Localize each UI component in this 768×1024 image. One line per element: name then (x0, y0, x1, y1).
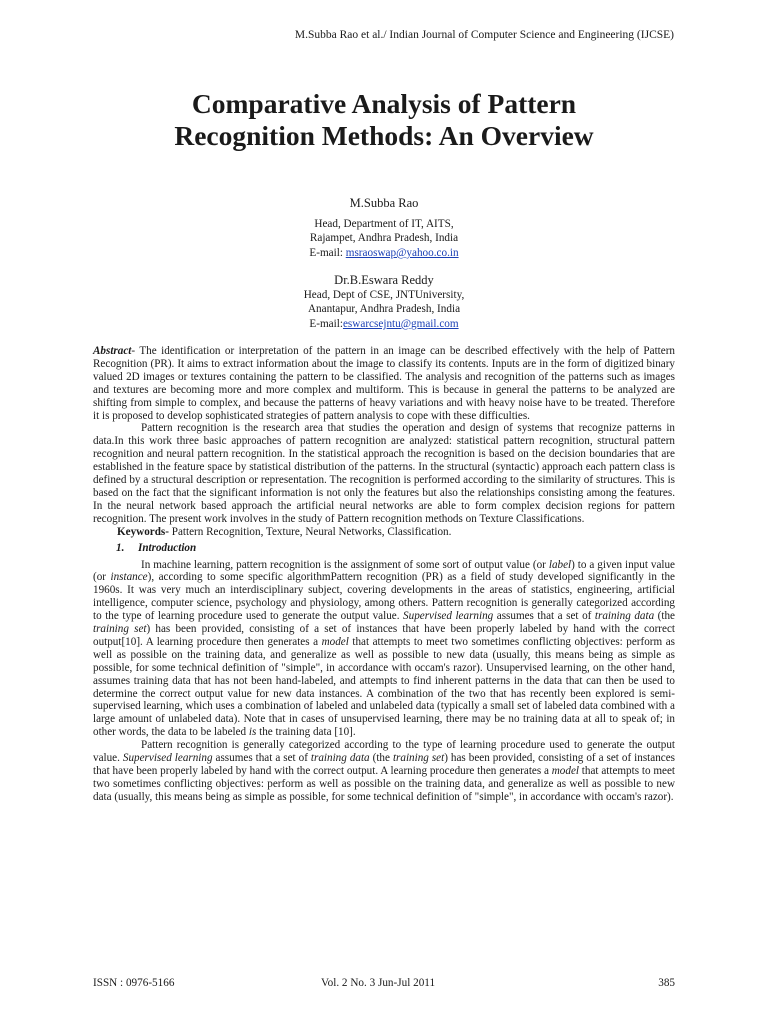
author-email-link[interactable]: eswarcsejntu@gmail.com (342, 317, 459, 330)
section-number: 1. (116, 541, 125, 554)
section-heading (93, 542, 675, 555)
email-label: E-mail: (309, 317, 343, 330)
abstract-label: Abstract (93, 345, 132, 357)
running-header: M.Subba Rao et al./ Indian Journal of Computer Science and Engineering (IJCSE) (294, 29, 674, 41)
author-block-2 (0, 272, 768, 331)
paper-title (0, 88, 768, 152)
intro-paragraph-2: Pattern recognition is generally categorized according to the type of learning procedure used to generate the output value. Supervised learning assumes that a set of training data (the training set) has been provided, consisting of a set of instances that have been properly labeled by hand with the correct output. A learning procedure then generates a model that attempts to meet two sometimes conflicting objectives: perform as well as possible on the training data, and generalize as well as possible to new data (usually, this means being as simple as possible, for some technical definition of "simple", in accordance with occam's razor). (93, 739, 676, 803)
section-title: Introduction (138, 541, 197, 554)
email-label: E-mail: (309, 246, 346, 259)
abstract-paragraph: Abstract- The identification or interpretation of the pattern in an image can be described effectively with the help of Pattern Recognition (PR). It aims to extract information about the image to classify its contents. Inputs are in the form of digitized binary valued 2D images or textures containing the pattern to be classified. The analysis and recognition of the patterns such as images and textures are becoming more and more complex and multiform. This is because in general the patterns to be analyzed are shifting from simple to complex, and because the patterns of heavy variations and with heavy noise have to be treated. Therefore it is proposed to develop sophisticated strategies of pattern analysis to cope with these difficulties. (93, 345, 675, 422)
title-line-1: Comparative Analysis of Pattern (191, 88, 577, 119)
title-line-2: Recognition Methods: An Overview (174, 120, 594, 151)
keywords-label: Keywords- (117, 525, 169, 538)
intro-paragraph-1: In machine learning, pattern recognition is the assignment of some sort of output value (or label) to a given input value (or instance), according to some specific algorithmPattern recognition (PR) as a field of study developed significantly in the 1960s. It was very much an interdisciplinary subject, covering developments in the areas of statistics, engineering, artificial intelligence, computer science, psychology and physiology, among others. Pattern recognition is generally categorized according to the type of learning procedure used to generate the output value. Supervised learning assumes that a set of training data (the training set) has been provided, consisting of a set of instances that have been properly labeled by hand with the correct output[10]. A learning procedure then generates a model that attempts to meet two sometimes conflicting objectives: perform as well as possible on the training data, and generalize as well as possible to new data (usually, this means being as simple as possible, for some technical definition of "simple", in accordance with occam's razor). Unsupervised learning, on the other hand, assumes training data that has not been hand-labeled, and attempts to find inherent patterns in the data that can then be used to determine the correct output value for new data instances. A combination of the two that has recently been explored is semi-supervised learning, which uses a combination of labeled and unlabeled data (typically a small set of labeled data combined with a large amount of unlabeled data). Note that in cases of unsupervised learning, there may be no training data at all to speak of; in other words, the data to be labeled is the training data [10]. (93, 558, 675, 739)
author-affiliation: Anantapur, Andhra Pradesh, India (307, 303, 461, 316)
footer-issn: ISSN : 0976-5166 (93, 977, 175, 989)
footer-volume: Vol. 2 No. 3 Jun-Jul 2011 (321, 977, 436, 989)
author-email-line (0, 317, 768, 331)
keywords-line: Keywords- Pattern Recognition, Texture, Neural Networks, Classification. (117, 525, 452, 538)
body-text (93, 345, 675, 804)
author-email-line (0, 246, 768, 260)
author-affiliation: Head, Dept of CSE, JNTUniversity, (303, 289, 465, 301)
footer-page-number: 385 (658, 977, 675, 989)
author-name: M.Subba Rao (349, 196, 419, 210)
author-affiliation: Head, Department of IT, AITS, (314, 218, 454, 230)
author-affiliation: Rajampet, Andhra Pradesh, India (309, 232, 459, 245)
author-email-link[interactable]: msraoswap@yahoo.co.in (345, 246, 459, 259)
abstract-paragraph-2: Pattern recognition is the research area that studies the operation and design of systems that recognize patterns in data.In this work three basic approaches of pattern recognition are analyzed: statistical pattern recognition, structural pattern recognition and neural pattern recognition. In the statistical approach the recognition is based on the decision boundaries that are established in the feature space by statistical distribution of the patterns. In the structural (syntactic) approach each pattern class is defined by a structural description or representation. The recognition is performed according to the similarity of structures. This is based on the fact that the significant information is not only the features but also the relationships consisting among the features. In the neural network based approach the artificial neural networks are able to form complex decision regions for pattern recognition. The present work involves in the study of Pattern recognition methods on Texture Classifications. (93, 422, 675, 525)
author-block-1 (0, 195, 768, 260)
author-name: Dr.B.Eswara Reddy (334, 273, 434, 287)
